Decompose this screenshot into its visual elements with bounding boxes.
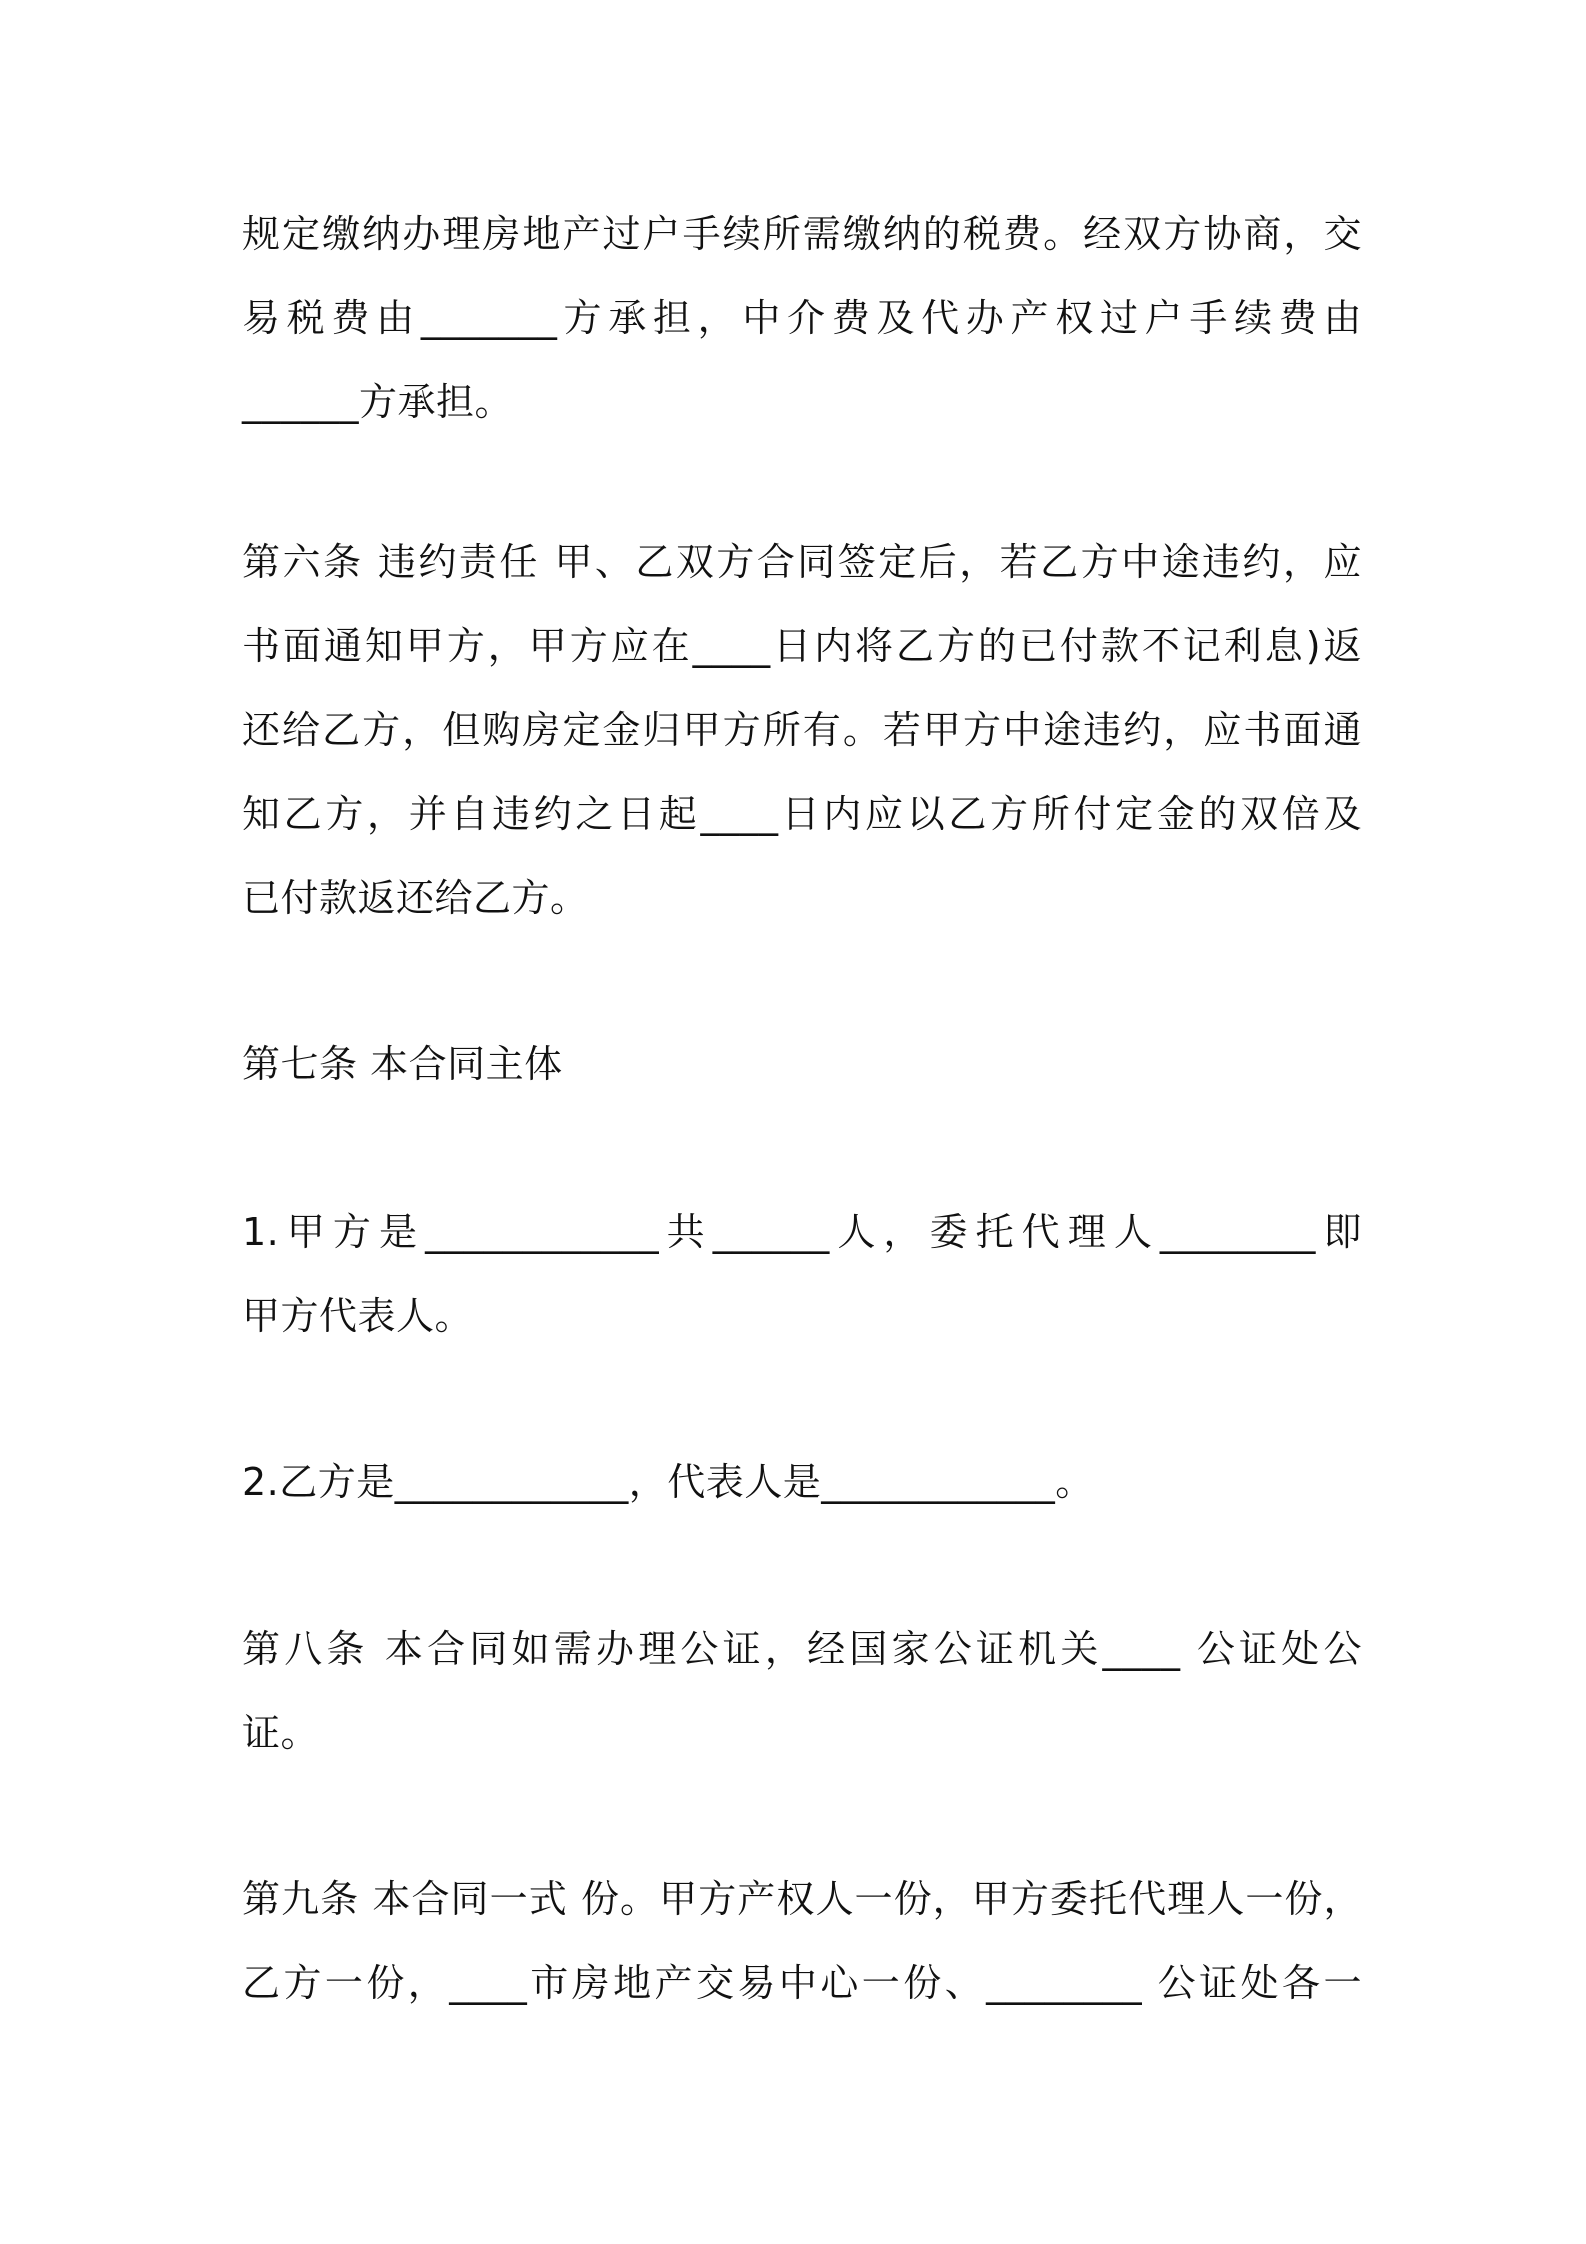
text-line: 乙方一份，____市房地产交易中心一份、________ 公证处各一 — [242, 1961, 1362, 2005]
paragraph-clause-7-item-1 — [242, 1190, 1362, 1358]
text-line: 易税费由_______方承担，中介费及代办产权过户手续费由 — [242, 296, 1362, 340]
text-line: 还给乙方，但购房定金归甲方所有。若甲方中途违约，应书面通 — [242, 708, 1362, 752]
paragraph-clause-7-item-2 — [242, 1440, 1362, 1524]
text-line: 规定缴纳办理房地产过户手续所需缴纳的税费。经双方协商，交 — [242, 212, 1362, 256]
text-line: 第八条 本合同如需办理公证，经国家公证机关____ 公证处公 — [242, 1627, 1362, 1671]
heading-clause-7 — [242, 1022, 1362, 1106]
text-line: 证。 — [242, 1711, 320, 1755]
text-line: 第七条 本合同主体 — [242, 1042, 563, 1086]
paragraph-clause-9 — [242, 1857, 1362, 2025]
text-line: 书面通知甲方，甲方应在____日内将乙方的已付款不记利息)返 — [242, 624, 1362, 668]
paragraph-clause-5-continued — [242, 192, 1362, 444]
paragraph-clause-8 — [242, 1607, 1362, 1775]
text-line: 知乙方，并自违约之日起____日内应以乙方所付定金的双倍及 — [242, 792, 1362, 836]
paragraph-clause-6 — [242, 520, 1362, 940]
text-line: 1.甲方是____________共______人，委托代理人________即 — [242, 1210, 1362, 1254]
text-line: ______方承担。 — [242, 380, 514, 424]
text-line: 第九条 本合同一式 份。甲方产权人一份，甲方委托代理人一份， — [242, 1877, 1362, 1921]
text-line: 2.乙方是____________，代表人是____________。 — [242, 1460, 1094, 1504]
text-line: 已付款返还给乙方。 — [242, 876, 589, 920]
text-line: 第六条 违约责任 甲、乙双方合同签定后，若乙方中途违约，应 — [242, 540, 1362, 584]
text-line: 甲方代表人。 — [242, 1294, 474, 1338]
